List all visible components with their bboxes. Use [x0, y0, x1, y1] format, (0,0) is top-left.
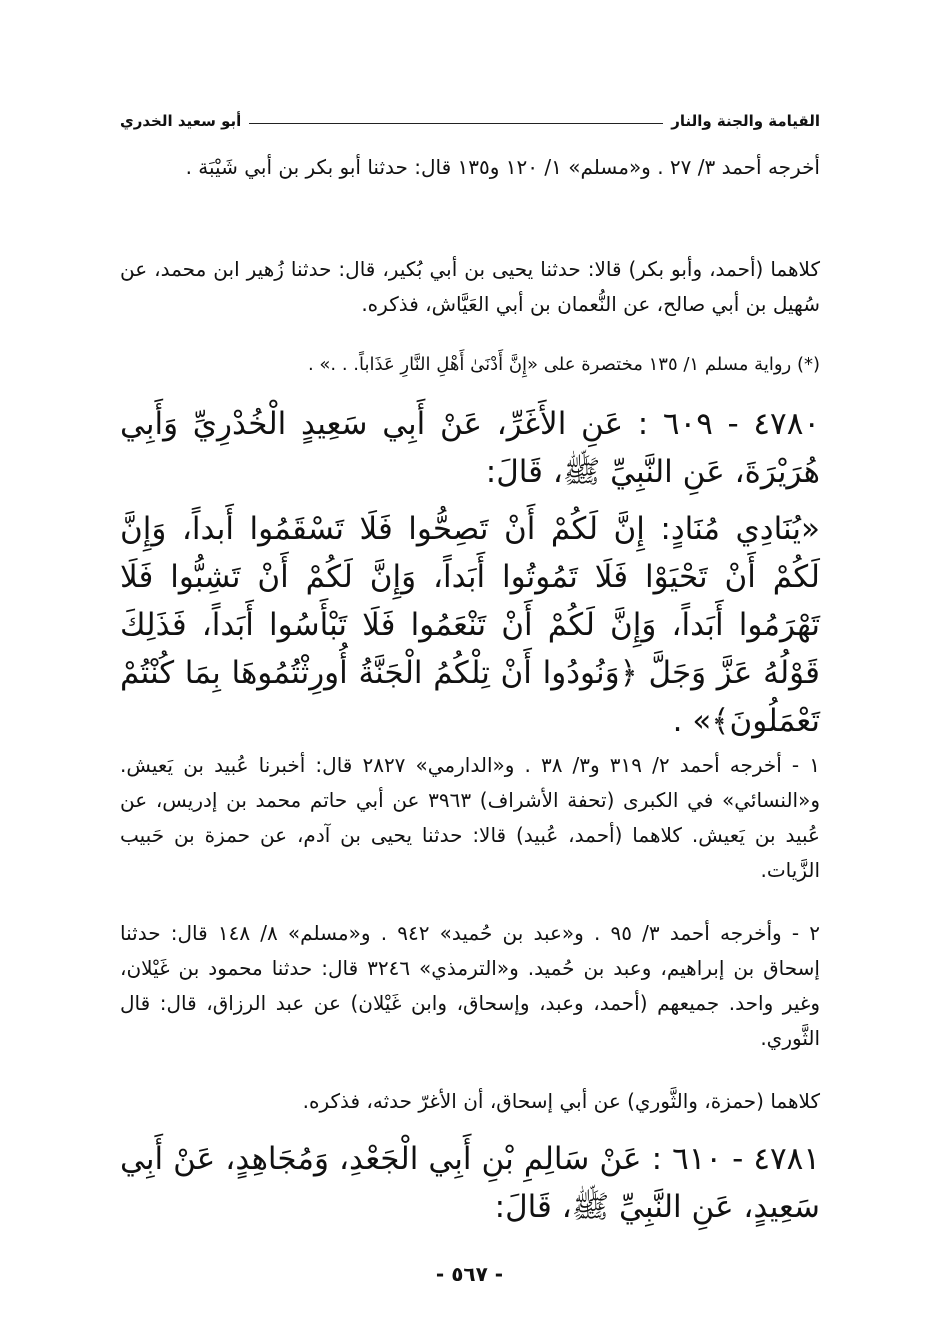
hadith-4780-matn: «يُنَادِي مُنَادٍ: إِنَّ لَكُمْ أَنْ تَصِحُّوا فَلَا تَسْقَمُوا أَبداً، وَإِنَّ لَكُمْ أَنْ تَحْيَوْا فَلَا تَمُوتُوا أَبَداً، وَإِنَّ لَكُمْ أَنْ تَشِبُّوا فَلَا تَهْرَمُوا أَبَداً، وَإِنَّ لَكُمْ أَنْ تَنْعَمُوا فَلَا تَبْأَسُوا أَبَداً، فَذَلِكَ قَوْلُهُ عَزَّ وَجَلَّ ﴿وَنُودُوا أَنْ تِلْكُمُ الْجَنَّةُ أُورِثْتُمُوهَا بِمَا كُنْتُمْ تَعْمَلُونَ﴾» . [120, 511, 820, 739]
footnote-muslim: (*) رواية مسلم ١/ ١٣٥ مختصرة على «إِنَّ أَدْنَىٰ أَهْلِ النَّارِ عَذَاباً. . .» . [307, 354, 820, 375]
page-number: - ٥٦٧ - [435, 1262, 504, 1286]
takhrij-note-1: ١ - أخرجه أحمد ٢/ ٣١٩ و٣/ ٣٨ . و«الدارمي» ٢٨٢٧ قال: أخبرنا عُبيد بن يَعيش. و«النسائي» في الكبرى (تحفة الأشراف) ٣٩٦٣ عن أبي حاتم محمد بن إدريس، عن عُبيد بن يَعيش. كلاهما (أحمد، عُبيد) قالا: حدثنا يحيى بن آدم، عن حمزة بن حَبيب الزَّيات. [120, 753, 820, 882]
hadith-4781-isnad: ٤٧٨١ - ٦١٠ : عَنْ سَالِمِ بْنِ أَبِي الْجَعْدِ، وَمُجَاهِدٍ، عَنْ أَبِي سَعِيدٍ، عَنِ النَّبِيِّ ﷺ، قَالَ: [120, 1141, 820, 1225]
takhrij-note-3: كلاهما (حمزة، والثَّوري) عن أبي إسحاق، أن الأغرّ حدثه، فذكره. [302, 1089, 820, 1113]
header-rule [249, 123, 663, 124]
takhrij-note-2: ٢ - وأخرجه أحمد ٣/ ٩٥ . و«عبد بن حُميد» ٩٤٢ . و«مسلم» ٨/ ١٤٨ قال: حدثنا إسحاق بن إبراهيم، وعبد بن حُميد. و«الترمذي» ٣٢٤٦ قال: حدثنا محمود بن غَيْلان، وغير واحد. جميعهم (أحمد، وعبد، وإسحاق، وابن غَيْلان) عن عبد الرزاق، قال: قال الثَّوري. [120, 921, 820, 1050]
source-paragraph-2: كلاهما (أحمد، وأبو بكر) قالا: حدثنا يحيى بن أبي بُكير، قال: حدثنا زُهير ابن محمد، عن سُهيل بن أبي صالح، عن النُّعمان بن أبي العَيَّاش، فذكره. [120, 257, 820, 316]
source-paragraph-1: أخرجه أحمد ٣/ ٢٧ . و«مسلم» ١/ ١٢٠ و١٣٥ قال: حدثنا أبو بكر بن أبي شَيْبَة . [185, 155, 820, 179]
header-right-title: القيامة والجنة والنار [671, 112, 820, 130]
header-left-title: أبو سعيد الخدري [120, 112, 242, 130]
running-header [120, 100, 820, 130]
hadith-4780-isnad: ٤٧٨٠ - ٦٠٩ : عَنِ الأَغَرِّ، عَنْ أَبِي سَعِيدٍ الْخُدْرِيِّ وَأَبِي هُرَيْرَةَ، عَنِ النَّبِيِّ ﷺ، قَالَ: [120, 406, 820, 490]
